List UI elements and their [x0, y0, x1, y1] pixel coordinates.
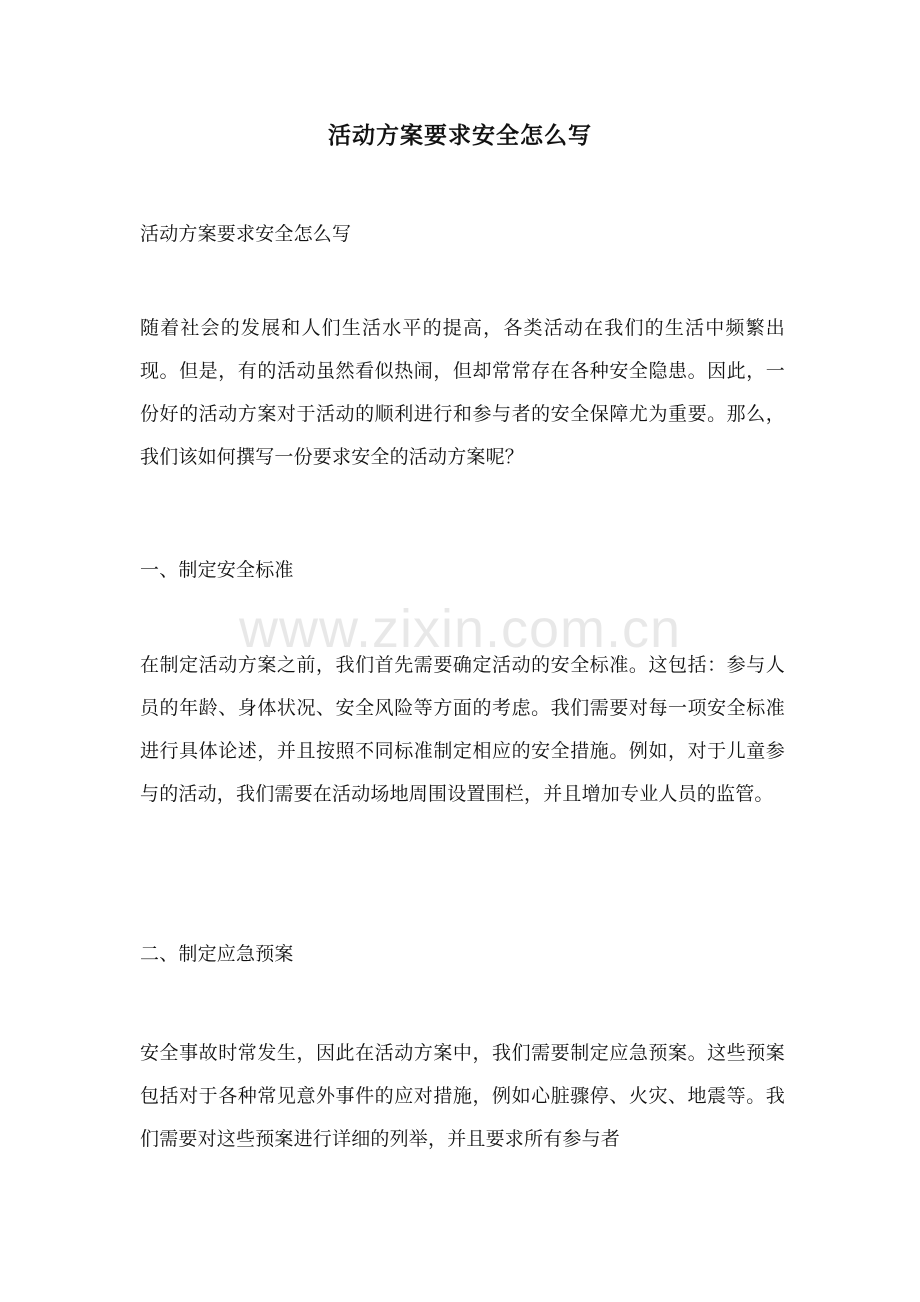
section-heading-2: 二、制定应急预案: [140, 943, 294, 965]
paragraph-intro: 随着社会的发展和人们生活水平的提高，各类活动在我们的生活中频繁出现。但是，有的活动虽然看似热闹，但却常常存在各种安全隐患。因此，一份好的活动方案对于活动的顺利进行和参与者的安全保障尤为重要。那么，我们该如何撰写一份要求安全的活动方案呢？: [140, 317, 785, 468]
document-subtitle: 活动方案要求安全怎么写: [140, 223, 352, 245]
watermark: www.zixin.com.cn: [238, 599, 682, 659]
document-title: 活动方案要求安全怎么写: [328, 122, 592, 149]
paragraph-safety-standards: 在制定活动方案之前，我们首先需要确定活动的安全标准。这包括：参与人员的年龄、身体状况、安全风险等方面的考虑。我们需要对每一项安全标准进行具体论述，并且按照不同标准制定相应的安全措施。例如，对于儿童参与的活动，我们需要在活动场地周围设置围栏，并且增加专业人员的监管。: [140, 654, 785, 805]
paragraph-emergency-plan: 安全事故时常发生，因此在活动方案中，我们需要制定应急预案。这些预案包括对于各种常见意外事件的应对措施，例如心脏骤停、火灾、地震等。我们需要对这些预案进行详细的列举，并且要求所有参与者: [140, 1042, 785, 1150]
section-heading-1: 一、制定安全标准: [140, 559, 294, 581]
